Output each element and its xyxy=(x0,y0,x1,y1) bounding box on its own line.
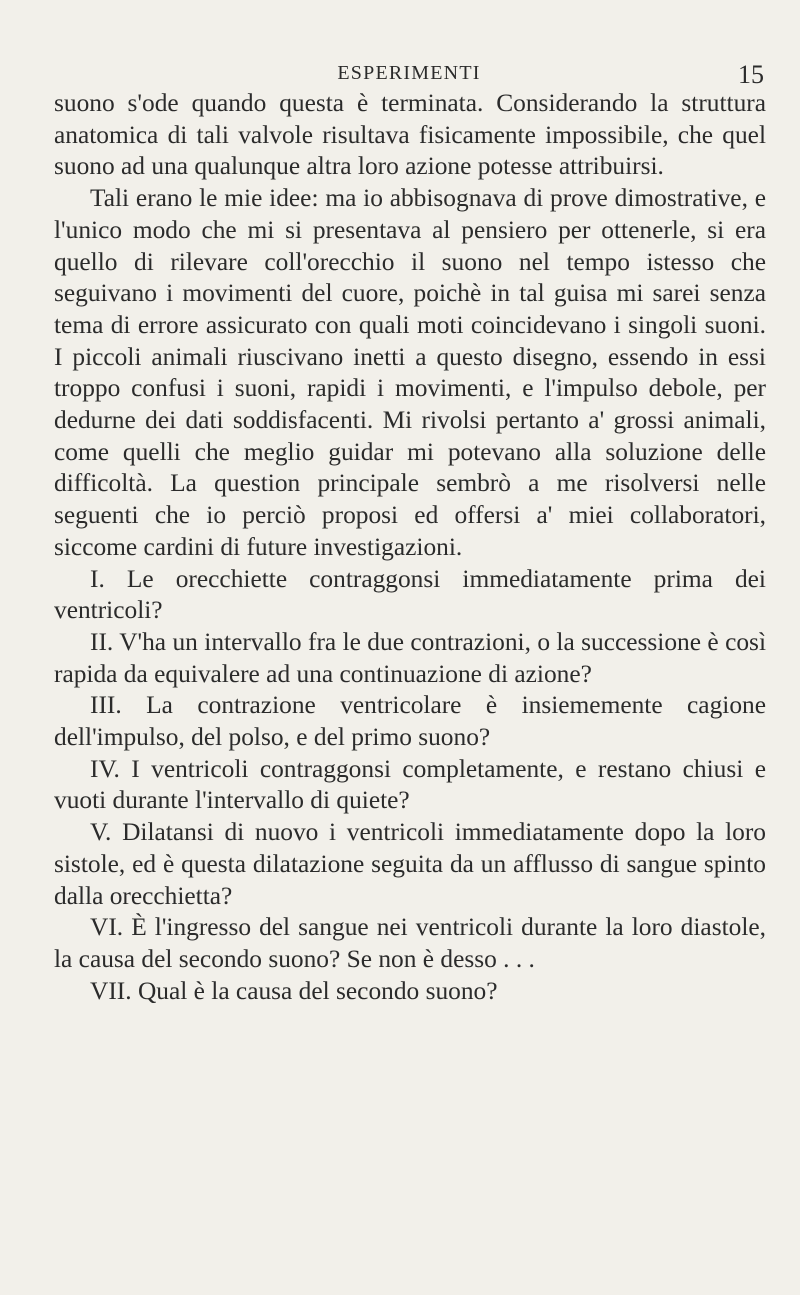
page-number: 15 xyxy=(738,60,764,89)
question-item-7: VII. Qual è la causa del secondo suono? xyxy=(90,976,498,1005)
question-item-5: V. Dilatansi di nuovo i ventricoli immediatamente dopo la loro sistole, ed è questa dilatazione seguita da un afflusso di sangue spinto dalla orecchietta? xyxy=(54,818,766,910)
question-item-6: VI. È l'ingresso del sangue nei ventricoli durante la loro diastole, la causa del secondo suono? Se non è desso . . . xyxy=(54,913,766,973)
running-title: ESPERIMENTI xyxy=(337,62,481,84)
body-text xyxy=(54,88,766,1007)
question-item-2: II. V'ha un intervallo fra le due contrazioni, o la successione è così rapida da equivalere ad una continuazione di azione? xyxy=(54,627,766,688)
question-item-1: I. Le orecchiette contraggonsi immediatamente prima dei ventricoli? xyxy=(54,564,766,625)
paragraph-continuation: suono s'ode quando questa è terminata. Considerando la struttura anatomica di tali valvole risultava fisicamente impossibile, che quel suono ad una qualunque altra loro azione potesse attribuirsi. xyxy=(54,89,766,181)
paragraph: Tali erano le mie idee: ma io abbisognava di prove dimostrative, e l'unico modo che mi si presentava al pensiero per ottenerle, si era quello di rilevare coll'orecchio il suono nel tempo istesso che seguivano i movimenti del cuore, poichè in tal guisa mi sarei senza tema di errore assicurato con quali moti coincidevano i singoli suoni. I piccoli animali riuscivano inetti a questo disegno, essendo in essi troppo confusi i suoni, rapidi i movimenti, e l'impulso debole, per dedurne dei dati soddisfacenti. Mi rivolsi pertanto a' grossi animali, come quelli che meglio guidar mi potevano alla soluzione delle difficoltà. La question principale sembrò a me risolversi nelle seguenti che io perciò proposi ed offersi a' miei collaboratori, siccome cardini di future investigazioni. xyxy=(54,184,766,561)
question-item-4: IV. I ventricoli contraggonsi completamente, e restano chiusi e vuoti durante l'intervallo di quiete? xyxy=(54,754,766,815)
question-item-3: III. La contrazione ventricolare è insiememente cagione dell'impulso, del polso, e del primo suono? xyxy=(54,691,766,752)
running-head xyxy=(54,60,764,90)
